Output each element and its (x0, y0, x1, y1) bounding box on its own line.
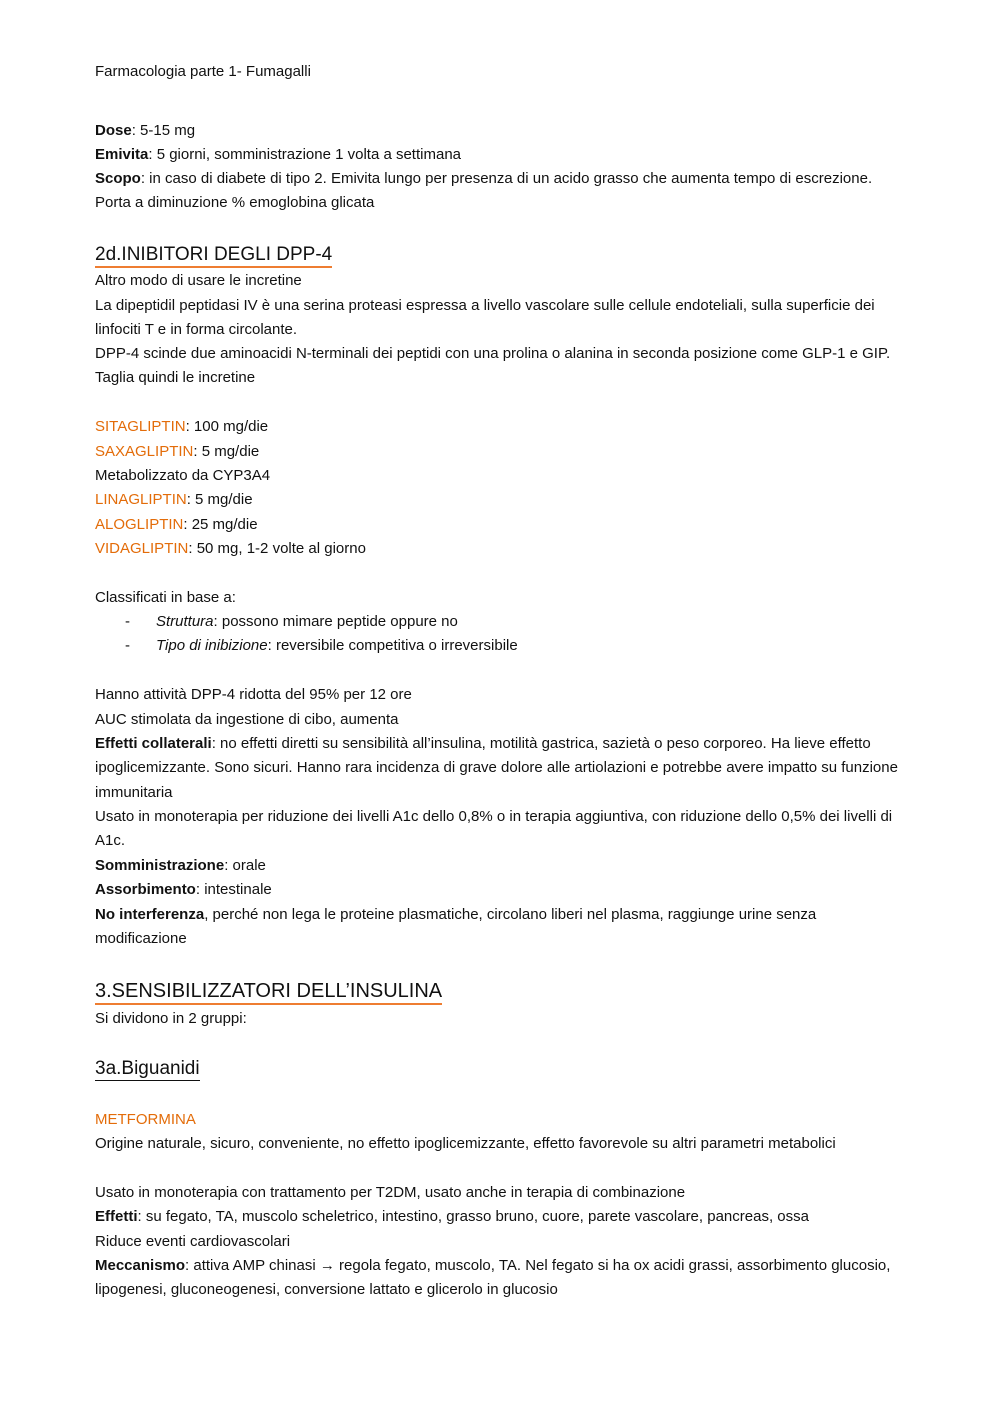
dpp4-intro: Altro modo di usare le incretine (95, 272, 302, 289)
side-effects-paragraph (95, 732, 910, 805)
criterion-text: : possono mimare peptide oppure no (213, 613, 458, 630)
drug-line-alogliptin (95, 513, 910, 537)
side-effects-label: Effetti collaterali (95, 735, 212, 752)
section-heading-dpp4 (95, 243, 332, 267)
drug-dose: : 50 mg, 1-2 volte al giorno (188, 540, 366, 557)
subsection-heading-biguanidi-text: 3a.Biguanidi (95, 1058, 200, 1079)
criterion-term: Tipo di inibizione (156, 637, 268, 655)
document-header: Farmacologia parte 1- Fumagalli (95, 63, 311, 80)
arrow-right-icon: → (319, 1257, 335, 1274)
absorption-label: Assorbimento (95, 881, 196, 898)
criterion-term: Struttura (156, 613, 214, 630)
absorption-line (95, 878, 910, 902)
drug-name-metformina (95, 1108, 910, 1132)
drug-name: ALOGLIPTIN (95, 516, 184, 533)
activity-line: Hanno attività DPP-4 ridotta del 95% per 12 ore (95, 686, 412, 703)
mechanism-text-b: regola fegato, muscolo, TA. Nel fegato si ha ox acidi grassi, assorbimento glucosio, lipogenesi, gluconeogenesi, conversione lattato e glicerolo in glucosio (95, 1257, 891, 1299)
dpp4-description-2: DPP-4 scinde due aminoacidi N-terminali dei peptidi con una prolina o alanina in seconda posizione come GLP-1 e GIP. Taglia quindi le incretine (95, 345, 891, 387)
absorption-text: : intestinale (195, 881, 272, 898)
drug-line-vidagliptin (95, 537, 910, 561)
drug-dose: : 5 mg/die (186, 491, 253, 508)
emivita-line (95, 143, 910, 167)
section-heading-dpp4-text: 2d.INIBITORI DEGLI DPP-4 (95, 244, 332, 268)
drug-name: METFORMINA (95, 1111, 196, 1128)
interference-paragraph (95, 903, 910, 952)
dash-bullet: - (125, 613, 130, 630)
effects-label: Effetti (95, 1208, 138, 1225)
administration-line (95, 854, 910, 878)
drug-line-saxagliptin (95, 440, 910, 464)
side-effects-text: : no effetti diretti su sensibilità all’insulina, motilità gastrica, sazietà o peso corporeo. Ha lieve effetto ipoglicemizzante. Sono sicuri. Hanno rara incidenza di grave dolore alle artiolazioni e potrebbe avere impatto su funzione immunitaria (95, 735, 898, 801)
metformina-origin: Origine naturale, sicuro, conveniente, no effetto ipoglicemizzante, effetto favorevole su altri parametri metabolici (95, 1135, 836, 1152)
administration-label: Somministrazione (95, 857, 225, 874)
drug-name: SAXAGLIPTIN (95, 443, 194, 460)
drug-dose: : 25 mg/die (183, 516, 258, 533)
list-item (95, 610, 895, 634)
drug-line-linagliptin (95, 488, 910, 512)
mechanism-text-a: : attiva AMP chinasi (185, 1257, 320, 1274)
mechanism-label: Meccanismo (95, 1257, 186, 1274)
interference-text: , perché non lega le proteine plasmatiche, circolano liberi nel plasma, raggiunge urine senza modificazione (95, 906, 817, 948)
emivita-value: : 5 giorni, somministrazione 1 volta a settimana (148, 146, 462, 163)
interference-label: No interferenza (95, 906, 205, 923)
metformina-use: Usato in monoterapia con trattamento per T2DM, usato anche in terapia di combinazione (95, 1184, 686, 1201)
scopo-paragraph (95, 167, 910, 216)
section-heading-sensitizers-text: 3.SENSIBILIZZATORI DELL’INSULINA (95, 980, 442, 1005)
drug-name: VIDAGLIPTIN (95, 540, 189, 557)
administration-text: : orale (224, 857, 266, 874)
drug-name: LINAGLIPTIN (95, 491, 187, 508)
dose-label: Dose (95, 122, 132, 139)
drug-dose: : 5 mg/die (193, 443, 260, 460)
dpp4-description-1: La dipeptidil peptidasi IV è una serina proteasi espressa a livello vascolare sulle cellule endoteliali, sulla superficie dei linfociti T e in forma circolante. (95, 297, 875, 339)
metabolism-note: Metabolizzato da CYP3A4 (95, 467, 271, 484)
drug-line-sitagliptin (95, 415, 910, 439)
effects-text: : su fegato, TA, muscolo scheletrico, intestino, grasso bruno, cuore, parete vascolare, pancreas, ossa (137, 1208, 809, 1225)
dose-value: : 5-15 mg (131, 122, 196, 139)
criterion-text: : reversibile competitiva o irreversibile (267, 637, 518, 655)
emivita-label: Emivita (95, 146, 149, 163)
mechanism-paragraph (95, 1254, 910, 1303)
auc-line: AUC stimolata da ingestione di cibo, aumenta (95, 711, 399, 728)
classification-list (95, 610, 895, 659)
drug-dose: : 100 mg/die (185, 418, 269, 435)
dash-bullet: - (125, 637, 130, 655)
list-item (95, 634, 895, 658)
effects-line (95, 1205, 910, 1229)
cardio-line: Riduce eventi cardiovascolari (95, 1233, 291, 1250)
drug-name: SITAGLIPTIN (95, 418, 186, 435)
sensitizers-intro: Si dividono in 2 gruppi: (95, 1010, 247, 1027)
section-heading-sensitizers (95, 979, 442, 1003)
classification-intro: Classificati in base a: (95, 589, 236, 606)
monotherapy-paragraph: Usato in monoterapia per riduzione dei livelli A1c dello 0,8% o in terapia aggiuntiva, con riduzione dello 0,5% dei livelli di A1c. (95, 808, 893, 850)
dose-line (95, 119, 910, 143)
subsection-heading-biguanidi (95, 1057, 200, 1081)
scopo-text: : in caso di diabete di tipo 2. Emivita lungo per presenza di un acido grasso che aumenta tempo di escrezione. Porta a diminuzione % emoglobina glicata (95, 170, 873, 212)
scopo-label: Scopo (95, 170, 141, 187)
